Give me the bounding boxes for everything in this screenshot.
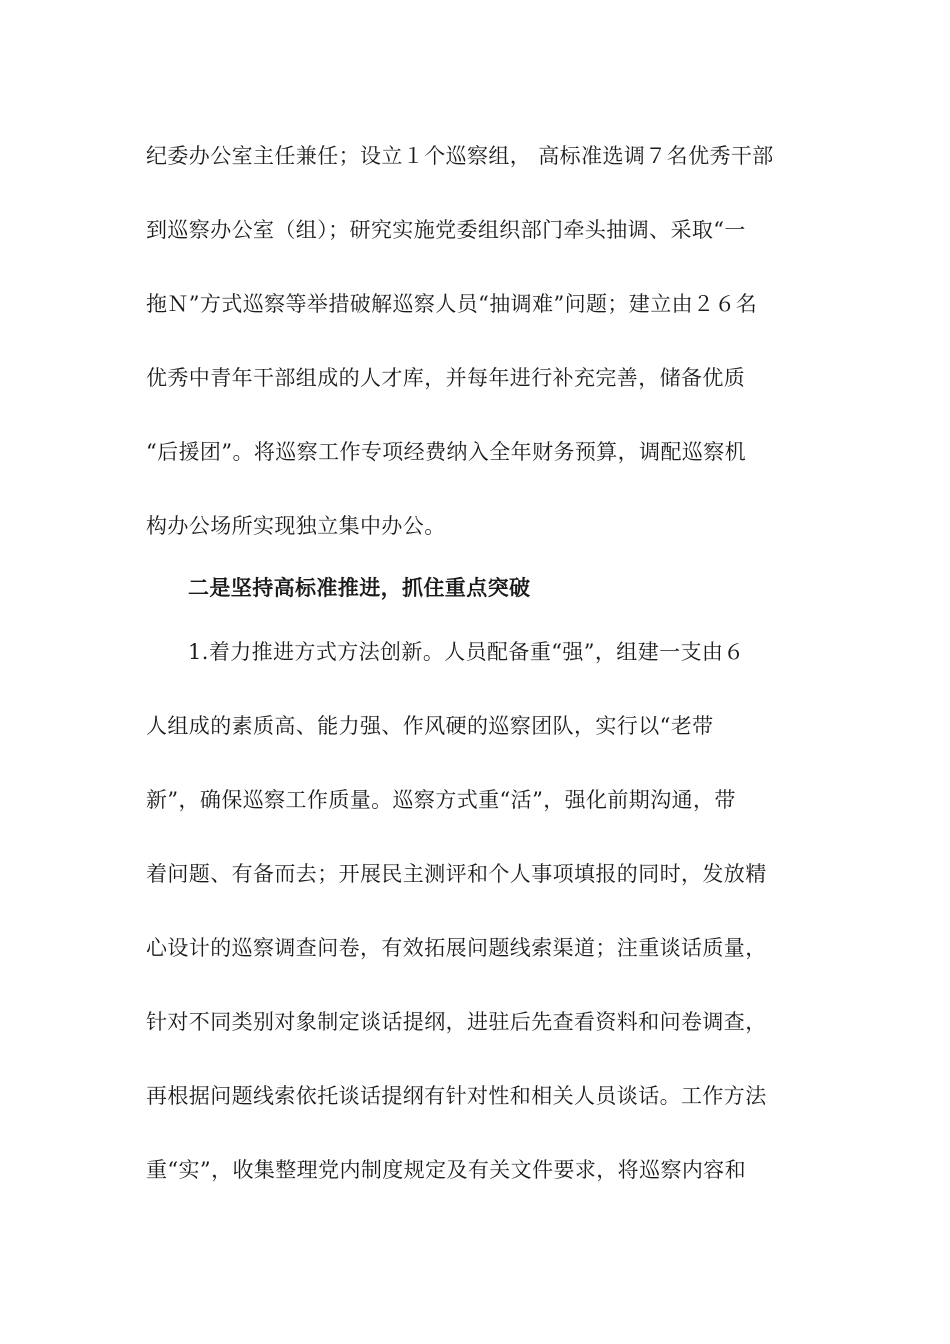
text-line: 拖Ｎ”方式巡察等举措破解巡察人员“抽调难”问题；建立由２６名 — [146, 292, 758, 316]
text-line: 到巡察办公室（组）；研究实施党委组织部门牵头抽调、采取“一 — [146, 218, 746, 242]
text-line: 着问题、有备而去；开展民主测评和个人事项填报的同时，发放精 — [146, 862, 767, 886]
text-line: 1.着力推进方式方法创新。人员配备重“强”，组建一支由６ — [188, 640, 745, 664]
text-line: 人组成的素质高、能力强、作风硬的巡察团队，实行以“老带 — [146, 714, 714, 738]
text-line: 心设计的巡察调查问卷，有效拓展问题线索渠道；注重谈话质量， — [146, 936, 767, 960]
text-line: 针对不同类别对象制定谈话提纲，进驻后先查看资料和问卷调查， — [146, 1010, 767, 1034]
text-line: 重“实”，收集整理党内制度规定及有关文件要求，将巡察内容和 — [146, 1158, 747, 1182]
text-line: 新”，确保巡察工作质量。巡察方式重“活”，强化前期沟通，带 — [146, 788, 736, 812]
text-line: “后援团”。将巡察工作专项经费纳入全年财务预算，调配巡察机 — [146, 440, 747, 464]
section-heading: 二是坚持高标准推进，抓住重点突破 — [188, 575, 531, 600]
text-line: 纪委办公室主任兼任；设立１个巡察组， 高标准选调７名优秀干部 — [146, 144, 774, 168]
text-line: 构办公场所实现独立集中办公。 — [146, 514, 446, 538]
text-line: 再根据问题线索依托谈话提纲有针对性和相关人员谈话。工作方法 — [146, 1084, 767, 1108]
text-line: 优秀中青年干部组成的人才库，并每年进行补充完善，储备优质 — [146, 366, 746, 390]
